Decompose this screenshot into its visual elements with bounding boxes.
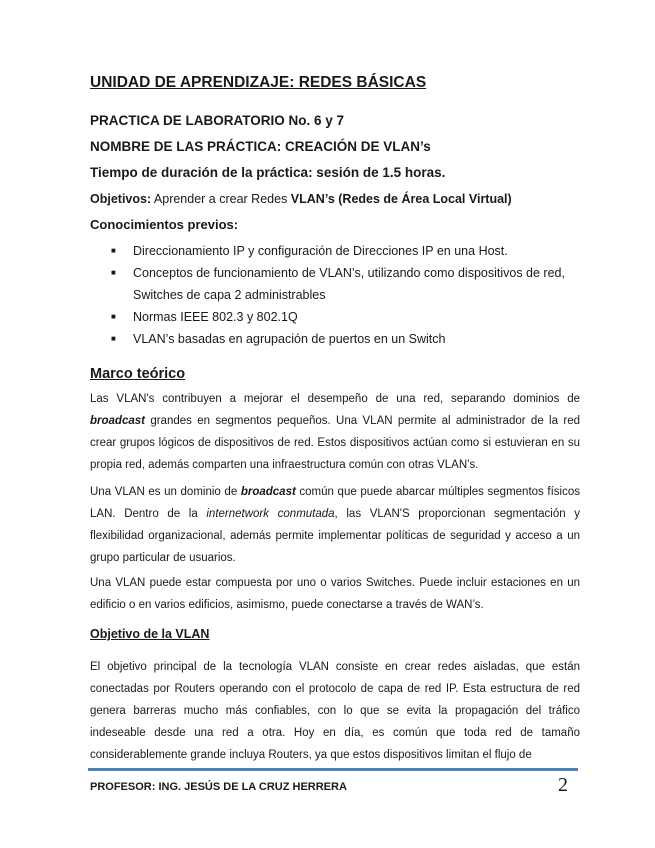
paragraph-vlan-composition: Una VLAN puede estar compuesta por uno o varios Switches. Puede incluir estaciones en un edificio o en varios edificios, asimismo, puede conectarse a través de WAN’s. (90, 577, 580, 611)
paragraph-vlan-definition: Una VLAN es un dominio de broadcast común que puede abarcar múltiples segmentos físicos LAN. Dentro de la internetwork conmutada, las VLAN'S proporcionan segmentación y flexibilidad organizacional, además permite implementar políticas de seguridad y acceso a un grupo particular de usuarios. (90, 486, 581, 564)
paragraph-vlan-benefits: Las VLAN's contribuyen a mejorar el desempeño de una red, separando dominios de broadcast grandes en segmentos pequeños. Una VLAN permite al administrador de la red crear grupos lógicos de dispositivos de red. Estos dispositivos actúan como si estuvieran en su propia red, además comparten una infraestructura común con otras VLAN’s. (90, 393, 580, 471)
vlan-objective-heading: Objetivo de la VLAN (90, 627, 210, 641)
objectives-term: VLAN’s (Redes de Área Local Virtual) (290, 192, 512, 206)
prior-knowledge-heading: Conocimientos previos: (90, 217, 239, 232)
list-item: ■ Direccionamiento IP y configuración de Direcciones IP en una Host. (108, 240, 588, 262)
prior-knowledge-list (108, 240, 588, 350)
list-item: ■ Conceptos de funcionamiento de VLAN’s, utilizando como dispositivos de red, Switches de capa 2 administrables (108, 262, 588, 306)
square-bullet-icon: ■ (111, 268, 116, 277)
objectives-line (90, 192, 512, 206)
list-item: ■ VLAN’s basadas en agrupación de puertos en un Switch (108, 328, 588, 350)
square-bullet-icon: ■ (111, 246, 116, 255)
square-bullet-icon: ■ (111, 334, 116, 343)
footer-professor: PROFESOR: ING. JESÚS DE LA CRUZ HERRERA (90, 781, 347, 793)
footer-rule (88, 768, 578, 771)
objectives-label: Objetivos: (90, 192, 152, 206)
page-number: 2 (558, 774, 568, 796)
practice-name: NOMBRE DE LAS PRÁCTICA: CREACIÓN DE VLAN’s (90, 139, 431, 154)
paragraph-vlan-objective: El objetivo principal de la tecnología VLAN consiste en crear redes aisladas, que están conectadas por Routers operando con el protocolo de capa de red IP. Esta estructura de red genera barreras mucho más confiables, con lo que se evita la propagación del tráfico indeseable desde una red a otra. Hoy en día, es común que toda red de tamaño considerablemente grande incluya Routers, ya que estos dispositivos limitan el flujo de (90, 661, 580, 761)
unit-title: UNIDAD DE APRENDIZAJE: REDES BÁSICAS (90, 74, 427, 91)
objectives-text: Aprender a crear Redes (151, 192, 291, 206)
practice-duration: Tiempo de duración de la práctica: sesión de 1.5 horas. (90, 165, 446, 180)
marco-teorico-heading: Marco teórico (90, 366, 186, 382)
square-bullet-icon: ■ (111, 312, 116, 321)
list-item: ■ Normas IEEE 802.3 y 802.1Q (108, 306, 588, 328)
practice-number: PRACTICA DE LABORATORIO No. 6 y 7 (90, 113, 345, 128)
